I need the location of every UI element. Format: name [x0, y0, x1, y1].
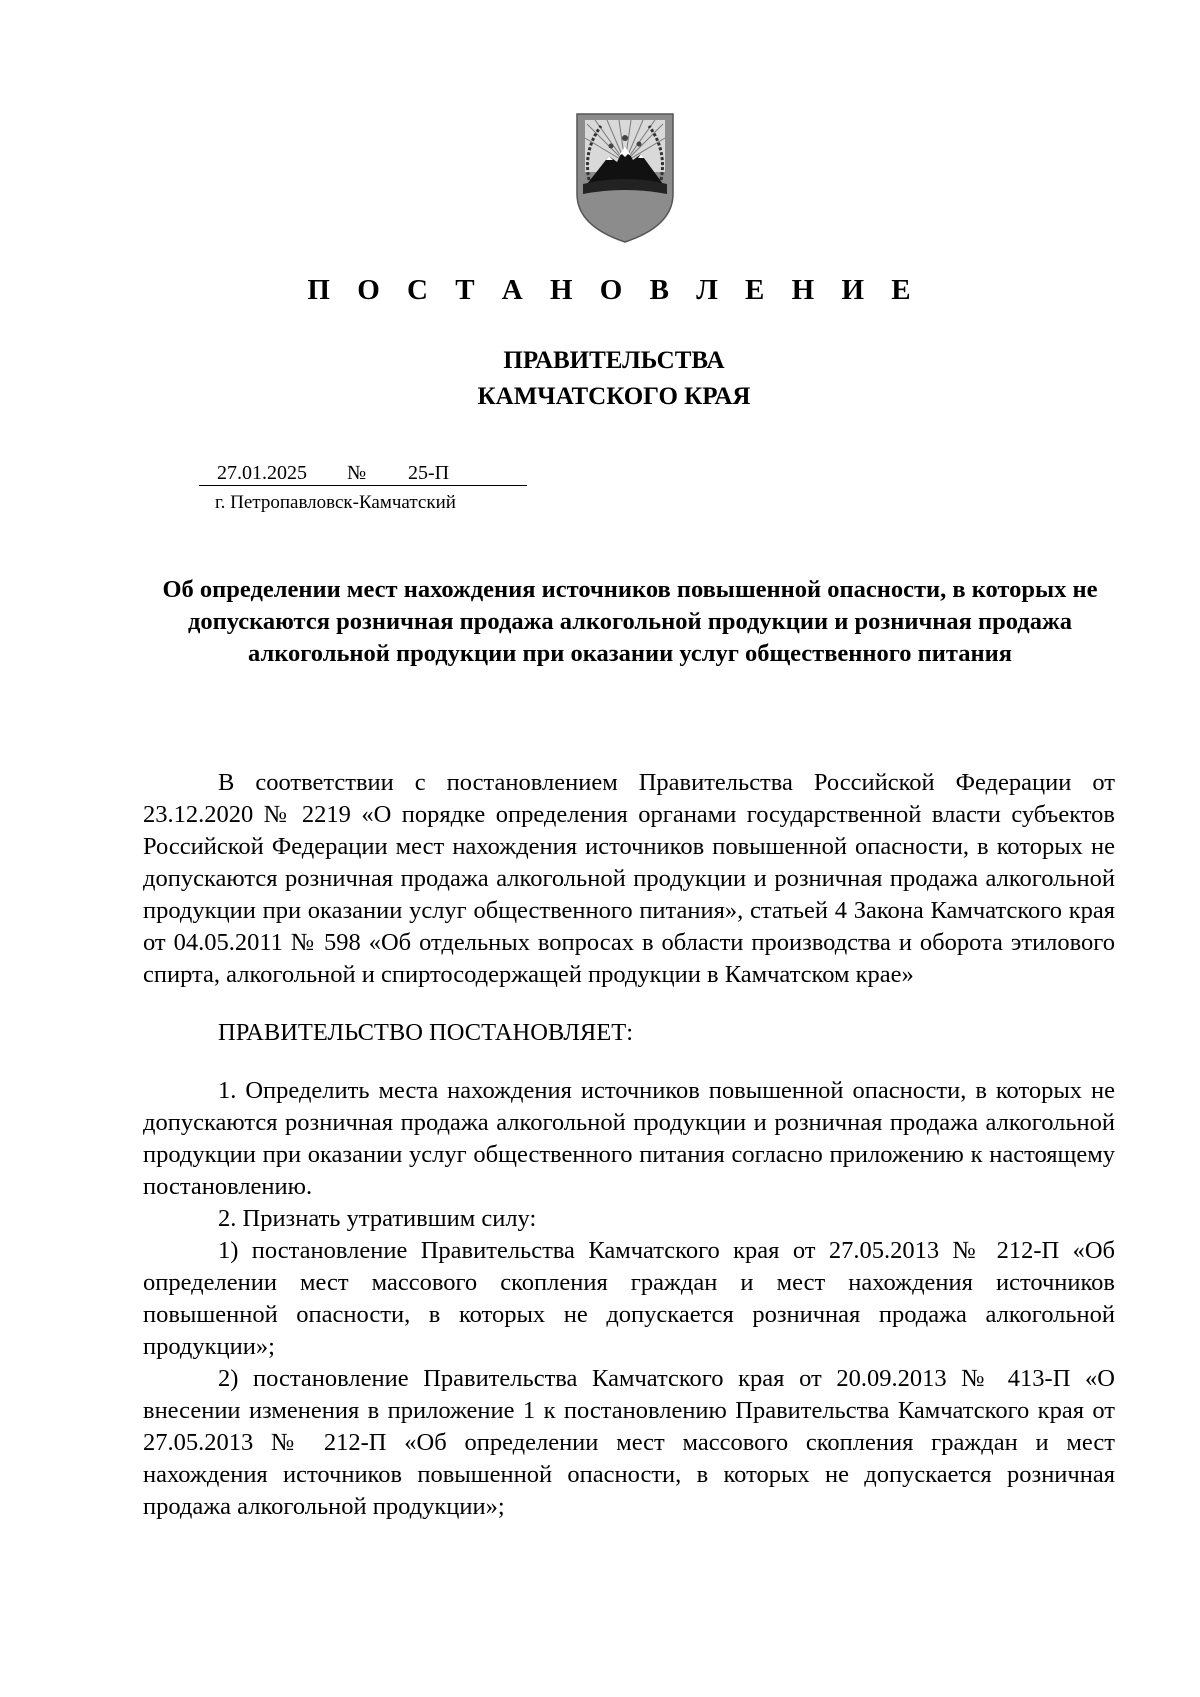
preamble-paragraph: В соответствии с постановлением Правительства Российской Федерации от 23.12.2020 № 2219 «О порядке определения органами государственной власти субъектов Российской Федерации мест нахождения источников повышенной опасности, в которых не допускаются розничная продажа алкогольной продукции и розничная продажа алкогольной продукции при оказании услуг общественного питания», статьей 4 Закона Камчатского края от 04.05.2011 № 598 «Об отдельных вопросах в области производства и оборота этилового спирта, алкогольной и спиртосодержащей продукции в Камчатском крае» [143, 769, 1115, 988]
authority-line-2: КАМЧАТСКОГО КРАЯ [477, 383, 751, 410]
date-number-line [199, 461, 527, 486]
item-1-paragraph: 1. Определить места нахождения источников повышенной опасности, в которых не допускаются розничная продажа алкогольной продукции и розничная продажа алкогольной продукции при оказании услуг общественного питания согласно приложению к настоящему постановлению. [143, 1077, 1115, 1200]
authority-line-1: ПРАВИТЕЛЬСТВА [503, 347, 725, 374]
item-2-1-paragraph: 1) постановление Правительства Камчатского края от 27.05.2013 № 212-П «Об определении мест массового скопления граждан и мест нахождения источников повышенной опасности, в которых не допускается розничная продажа алкогольной продукции»; [143, 1237, 1115, 1360]
document-subject: Об определении мест нахождения источников повышенной опасности, в которых не допускаются розничная продажа алкогольной продукции и розничная продажа алкогольной продукции при оказании услуг общественного питания [162, 576, 1098, 667]
issuing-authority [0, 343, 1200, 415]
document-date: 27.01.2025 [217, 462, 307, 484]
resolution-heading: ПРАВИТЕЛЬСТВО ПОСТАНОВЛЯЕТ: [218, 1019, 634, 1046]
city-name: г. Петропавловск-Камчатский [215, 492, 456, 513]
document-body [143, 767, 1115, 1523]
coat-of-arms-icon [573, 110, 677, 245]
document-type-title: П О С Т А Н О В Л Е Н И Е [307, 274, 921, 306]
item-2-2-paragraph: 2) постановление Правительства Камчатского края от 20.09.2013 № 413-П «О внесении изменения в приложение 1 к постановлению Правительства Камчатского края от 27.05.2013 № 212-П «Об определении мест массового скопления граждан и мест нахождения источников повышенной опасности, в которых не допускается розничная продажа алкогольной продукции»; [143, 1365, 1115, 1520]
number-sign: № [347, 462, 367, 484]
item-2-paragraph: 2. Признать утратившим силу: [218, 1205, 537, 1232]
document-number: 25-П [408, 462, 450, 484]
